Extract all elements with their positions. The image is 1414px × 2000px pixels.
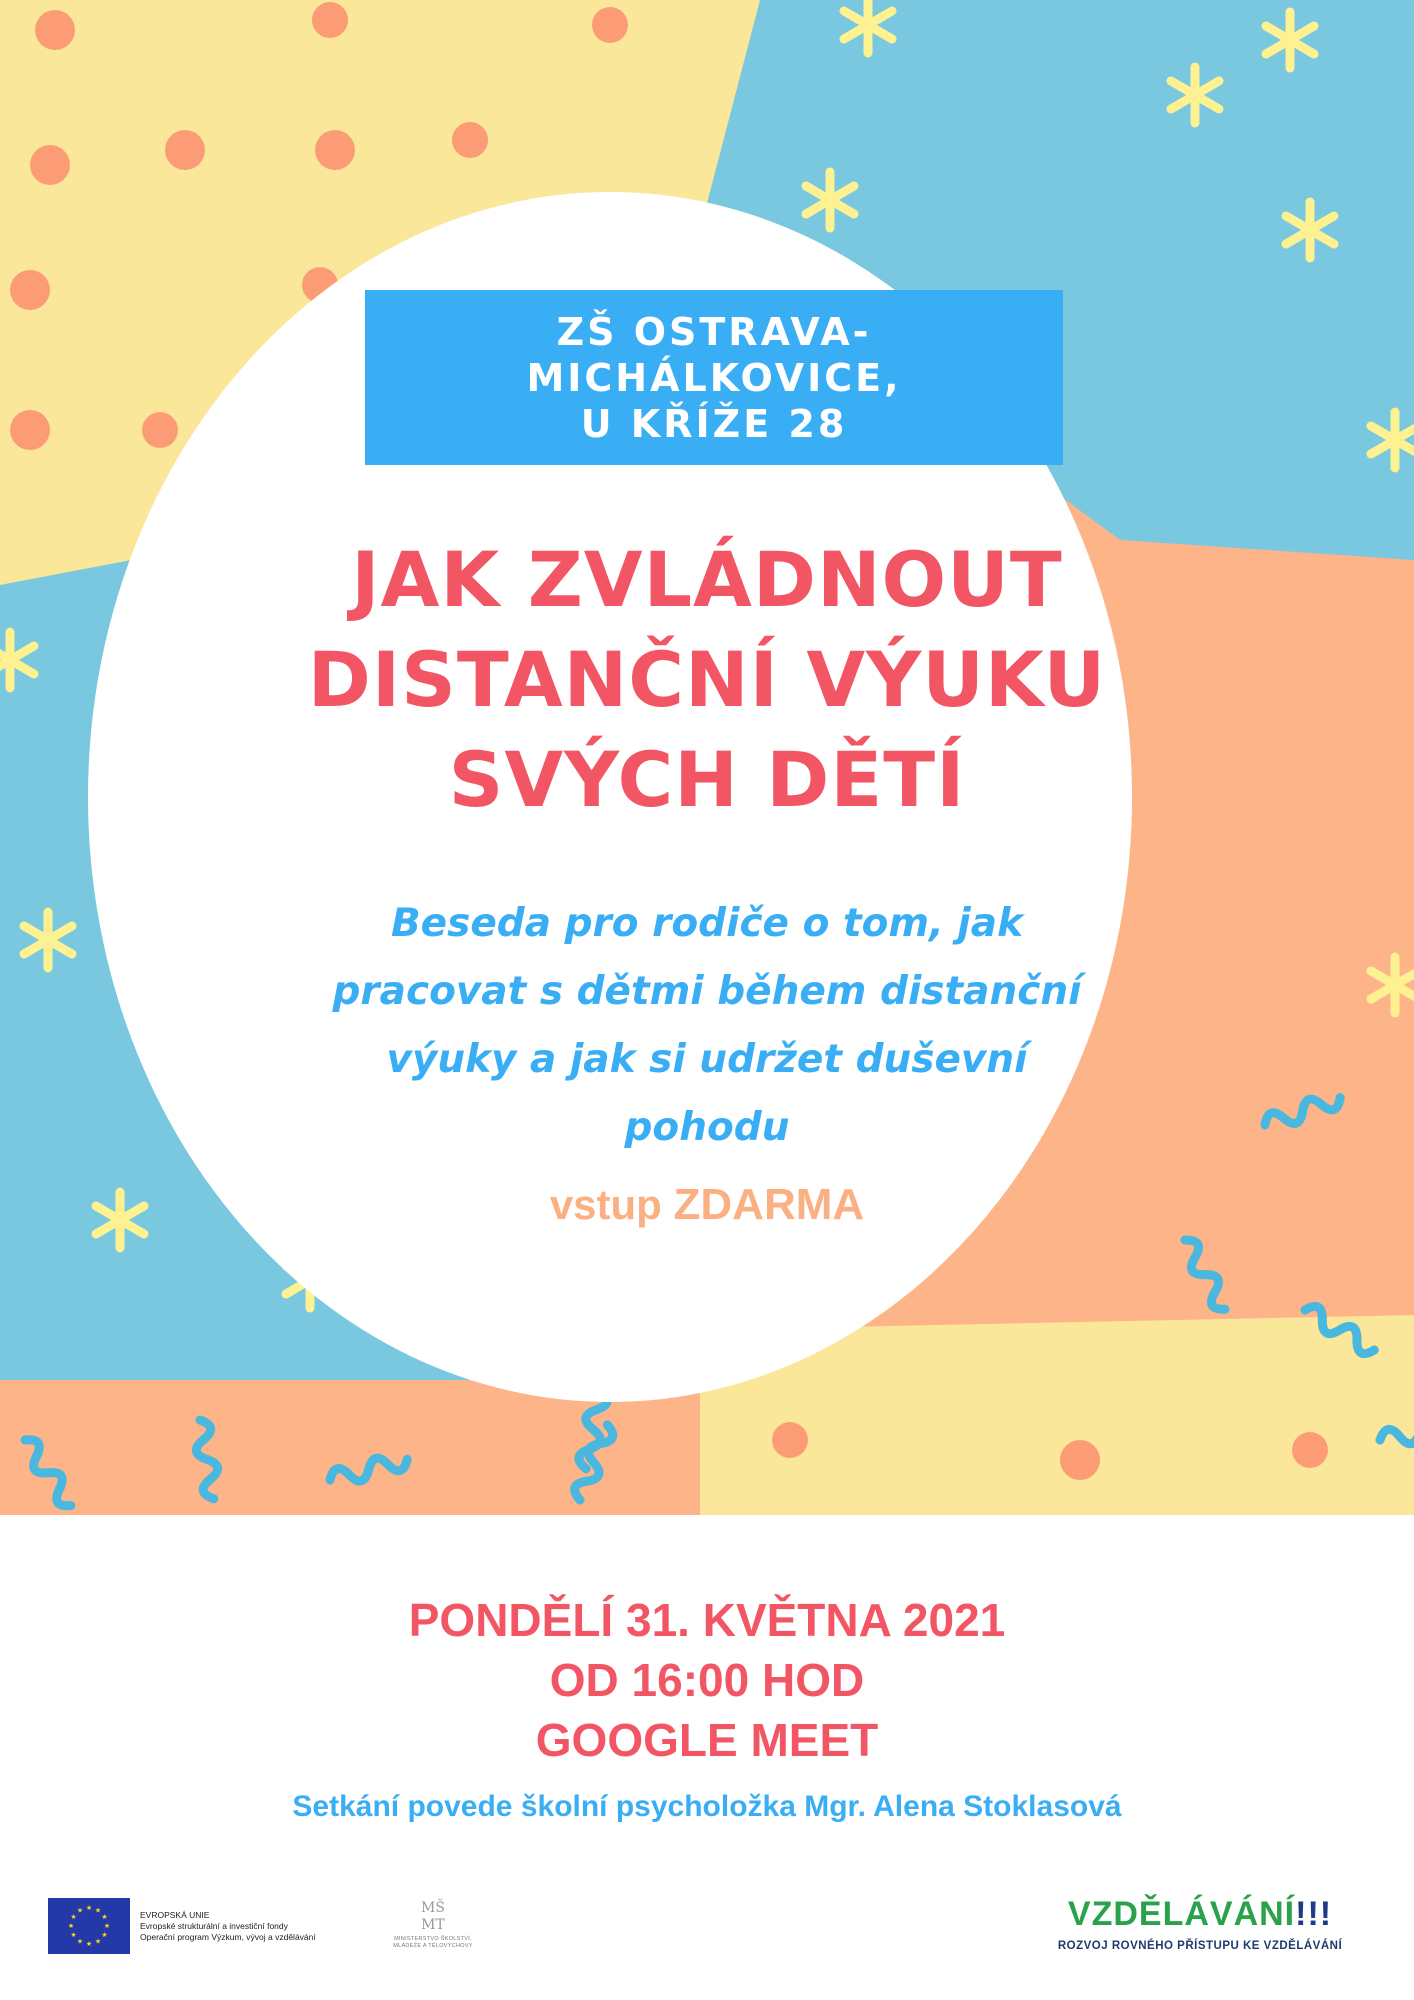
vzdelavani-logo: [1010, 1895, 1390, 1952]
msmt-mark-icon: [408, 1896, 458, 1936]
vzdelavani-exclamations: !!!: [1295, 1895, 1333, 1933]
eu-line-1: EVROPSKÁ UNIE: [140, 1909, 210, 1920]
vzdelavani-subtitle: ROZVOJ ROVNÉHO PŘÍSTUPU KE VZDĚLÁVÁNÍ: [1057, 1940, 1343, 1952]
eu-logo-text: [140, 1910, 316, 1943]
entry-note: [360, 1180, 1054, 1230]
svg-text:★: ★: [76, 1937, 84, 1946]
msmt-line-2: MLÁDEŽE A TĚLOVÝCHOVY: [393, 1943, 473, 1949]
eu-logo: [48, 1898, 316, 1954]
event-time: OD 16:00 HOD: [549, 1654, 865, 1706]
entry-value: ZDARMA: [673, 1180, 865, 1229]
msmt-logo: [378, 1896, 488, 1950]
school-line-2: MICHÁLKOVICE,: [526, 355, 902, 400]
title-line-2: DISTANČNÍ VÝUKU: [307, 635, 1107, 724]
school-line-1: ZŠ OSTRAVA-: [556, 309, 872, 354]
eu-line-2: Evropské strukturální a investiční fondy: [140, 1920, 288, 1931]
vzdelavani-word: VZDĚLÁVÁNÍ: [1067, 1895, 1296, 1933]
description-line-4: pohodu: [624, 1105, 790, 1150]
svg-text:MŠ: MŠ: [421, 1900, 445, 1916]
eu-flag-icon: [48, 1898, 130, 1954]
svg-text:★: ★: [76, 1906, 84, 1915]
entry-prefix: vstup: [549, 1181, 662, 1228]
svg-text:★: ★: [85, 1940, 93, 1948]
event-date: PONDĚLÍ 31. KVĚTNA 2021: [408, 1594, 1006, 1646]
title-line-3: SVÝCH DĚTÍ: [448, 735, 966, 824]
event-details: [200, 1590, 1214, 1770]
school-banner: [365, 290, 1063, 465]
host-line: Setkání povede školní psycholožka Mgr. Alena Stoklasová: [292, 1790, 1122, 1823]
page-title: [200, 530, 1214, 830]
svg-text:★: ★: [85, 1904, 93, 1912]
event-place: GOOGLE MEET: [535, 1714, 879, 1766]
description-line-3: výuky a jak si udržet duševní: [386, 1037, 1028, 1082]
svg-text:★: ★: [101, 1931, 108, 1939]
vzdelavani-title: [1010, 1895, 1390, 1934]
event-description: [260, 890, 1154, 1162]
svg-text:★: ★: [94, 1906, 102, 1915]
description-line-2: pracovat s dětmi během distanční: [332, 969, 1082, 1014]
svg-text:★: ★: [101, 1913, 108, 1921]
svg-text:★: ★: [94, 1937, 102, 1946]
eu-line-3: Operační program Výzkum, vývoj a vzdělávání: [140, 1931, 316, 1942]
msmt-logo-text: [378, 1936, 488, 1950]
svg-text:★: ★: [103, 1922, 111, 1930]
title-line-1: JAK ZVLÁDNOUT: [351, 535, 1063, 624]
msmt-line-1: MINISTERSTVO ŠKOLSTVÍ,: [394, 1936, 472, 1942]
svg-text:MT: MT: [421, 1917, 445, 1933]
svg-text:★: ★: [70, 1913, 77, 1921]
svg-text:★: ★: [67, 1922, 75, 1930]
description-line-1: Beseda pro rodiče o tom, jak: [390, 901, 1024, 946]
school-line-3: U KŘÍŽE 28: [580, 401, 848, 446]
svg-text:★: ★: [70, 1931, 77, 1939]
